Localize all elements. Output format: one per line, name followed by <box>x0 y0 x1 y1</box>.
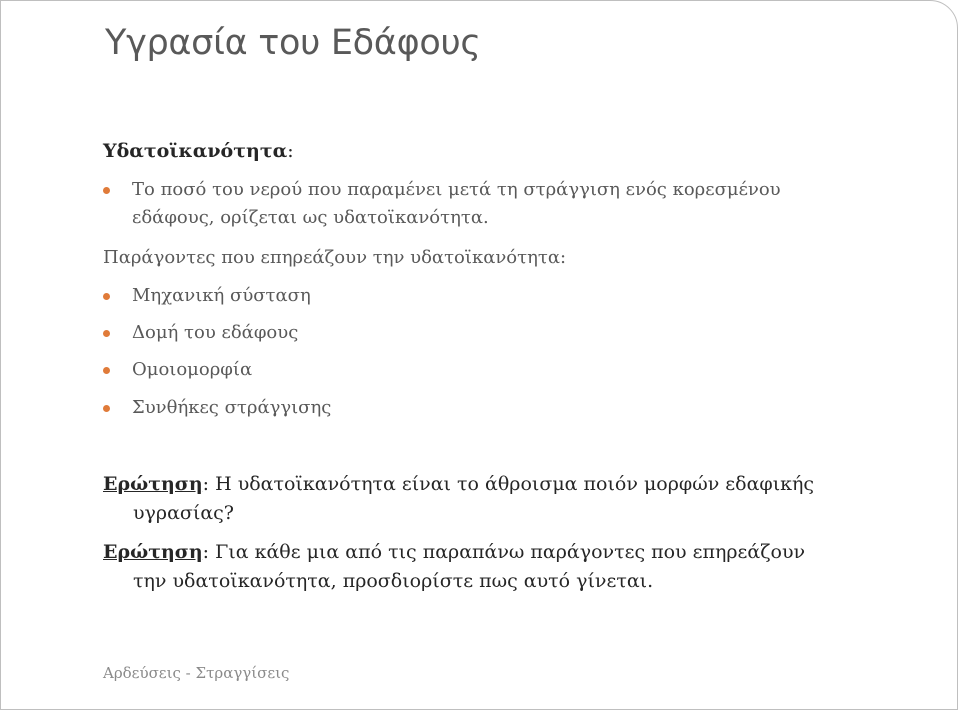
section-heading-suffix: : <box>287 140 294 162</box>
definition-bullet <box>132 176 852 232</box>
question-1-label: Ερώτηση <box>103 473 203 495</box>
section-heading-label: Υδατοϊκανότητα <box>103 140 288 162</box>
question-1-line-2: υγρασίας? <box>133 502 234 524</box>
factor-item-4: Συνθήκες στράγγισης <box>132 394 852 422</box>
question-2-label: Ερώτηση <box>103 541 203 563</box>
factor-item-3: Ομοιομορφία <box>132 356 852 384</box>
factors-intro: Παράγοντες που επηρεάζουν την υδατοϊκανότητα: <box>103 247 567 268</box>
definition-line-2: εδάφους, ορίζεται ως υδατοϊκανότητα. <box>132 207 489 228</box>
factor-item-2: Δομή του εδάφους <box>132 319 852 347</box>
factor-item-1: Μηχανική σύσταση <box>132 282 852 310</box>
question-1 <box>103 470 903 528</box>
section-heading <box>103 140 294 162</box>
definition-line-1: Το ποσό του νερού που παραμένει μετά τη στράγγιση ενός κορεσμένου <box>132 179 781 200</box>
question-2 <box>103 538 903 596</box>
slide-title: Υγρασία του Εδάφους <box>105 23 481 63</box>
question-1-line-1: : Η υδατοϊκανότητα είναι το άθροισμα ποιόν μορφών εδαφικής <box>202 473 815 495</box>
question-2-line-2: την υδατοϊκανότητα, προσδιορίστε πως αυτό γίνεται. <box>133 570 654 592</box>
slide-footer: Αρδεύσεις - Στραγγίσεις <box>103 664 290 682</box>
question-2-line-1: : Για κάθε μια από τις παραπάνω παράγοντες που επηρεάζουν <box>202 541 806 563</box>
